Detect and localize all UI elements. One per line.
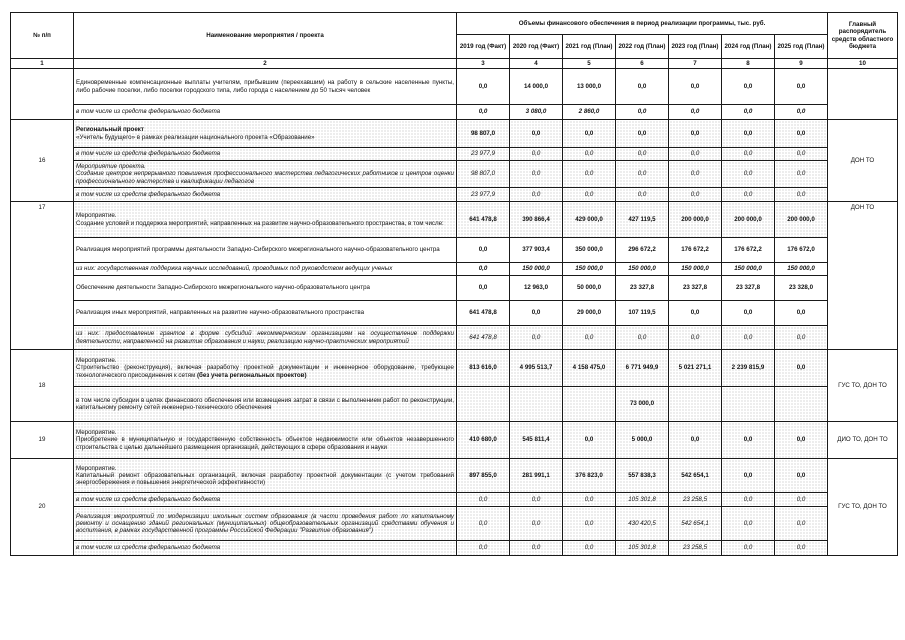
value-cell: 5 021 271,1 [669, 350, 722, 387]
header-year: 2021 год (План) [563, 35, 616, 59]
value-cell: 23 327,8 [722, 276, 775, 301]
value-cell: 5 000,0 [616, 422, 669, 459]
manager-cell: ДОН ТО [828, 202, 898, 350]
value-cell: 0,0 [457, 541, 510, 556]
value-cell: 542 654,1 [669, 459, 722, 493]
value-cell: 0,0 [669, 161, 722, 188]
value-cell: 0,0 [510, 120, 563, 148]
value-cell: 0,0 [510, 541, 563, 556]
value-cell: 0,0 [616, 148, 669, 161]
table-row [11, 541, 898, 556]
manager-cell: ГУС ТО, ДОН ТО [828, 350, 898, 422]
value-cell: 23 258,5 [669, 493, 722, 507]
value-cell: 0,0 [457, 507, 510, 541]
activity-name [74, 202, 457, 238]
value-cell: 0,0 [563, 161, 616, 188]
value-cell: 0,0 [510, 301, 563, 326]
header-year: 2019 год (Факт) [457, 35, 510, 59]
value-cell: 13 000,0 [563, 69, 616, 105]
value-cell: 50 000,0 [563, 276, 616, 301]
value-cell: 0,0 [669, 69, 722, 105]
value-cell: 0,0 [775, 493, 828, 507]
column-number: 10 [828, 59, 898, 69]
value-cell: 0,0 [775, 105, 828, 120]
value-cell: 0,0 [616, 120, 669, 148]
activity-text: в том числе субсидии в целях финансового обеспечения или возмещения затрат в связи с выполнением работ по реконструкции, капитальному ремонту сетей инженерно-технического обеспечения [76, 396, 454, 411]
header-no: № п/п [11, 13, 74, 59]
value-cell: 0,0 [510, 326, 563, 350]
value-cell: 410 680,0 [457, 422, 510, 459]
activity-text: из них: предоставление грантов в форме субсидий некоммерческим организациям на осуществление поддержки деятельности, направленной на развитие образования и науки, реализацию научно-практических мероприятий [76, 330, 454, 345]
value-cell: 0,0 [775, 161, 828, 188]
header-year: 2022 год (План) [616, 35, 669, 59]
header-year: 2024 год (План) [722, 35, 775, 59]
activity-name [74, 188, 457, 202]
table-row [11, 188, 898, 202]
column-number: 2 [74, 59, 457, 69]
value-cell: 107 119,5 [616, 301, 669, 326]
value-cell: 0,0 [510, 148, 563, 161]
value-cell: 641 478,8 [457, 202, 510, 238]
value-cell: 0,0 [669, 188, 722, 202]
table-row [11, 422, 898, 459]
header-year: 2023 год (План) [669, 35, 722, 59]
column-number: 7 [669, 59, 722, 69]
table-row [11, 202, 898, 238]
value-cell: 0,0 [616, 188, 669, 202]
value-cell: 813 616,0 [457, 350, 510, 387]
value-cell: 0,0 [457, 276, 510, 301]
value-cell: 0,0 [722, 105, 775, 120]
value-cell: 0,0 [669, 120, 722, 148]
activity-text: в том числе из средств федерального бюджета [76, 495, 221, 503]
value-cell: 0,0 [775, 188, 828, 202]
table-row [11, 350, 898, 387]
table-row [11, 105, 898, 120]
manager-cell: ДИО ТО, ДОН ТО [828, 422, 898, 459]
value-cell: 0,0 [722, 69, 775, 105]
value-cell: 3 080,0 [510, 105, 563, 120]
value-cell: 0,0 [775, 69, 828, 105]
value-cell: 150 000,0 [510, 263, 563, 276]
row-number: 19 [11, 422, 74, 459]
value-cell [722, 387, 775, 422]
value-cell: 2 239 815,9 [722, 350, 775, 387]
activity-name [74, 301, 457, 326]
table-row [11, 493, 898, 507]
table-row [11, 161, 898, 188]
value-cell: 23 977,9 [457, 148, 510, 161]
activity-name [74, 350, 457, 387]
activity-text: Создание центров непрерывного повышения профессионального мастерства педагогических работников и центров оценки профессионального мастерства и квалификации педагогов [76, 170, 454, 185]
value-cell: 0,0 [722, 459, 775, 493]
activity-text: в том числе из средств федерального бюджета [76, 190, 221, 198]
value-cell: 0,0 [510, 507, 563, 541]
value-cell: 14 000,0 [510, 69, 563, 105]
activity-text: Реализация иных мероприятий, направленных на развитие научно-образовательного пространства [76, 309, 365, 317]
row-number: 18 [11, 350, 74, 422]
row-number: 17 [11, 202, 74, 350]
activity-title: Региональный проект [76, 126, 144, 134]
activity-name [74, 387, 457, 422]
value-cell: 0,0 [457, 493, 510, 507]
activity-name [74, 69, 457, 105]
manager-cell: ДОН ТО [828, 120, 898, 202]
value-cell: 377 903,4 [510, 238, 563, 263]
value-cell: 0,0 [457, 238, 510, 263]
value-cell: 0,0 [775, 148, 828, 161]
activity-name [74, 493, 457, 507]
value-cell: 150 000,0 [616, 263, 669, 276]
value-cell: 2 860,0 [563, 105, 616, 120]
value-cell: 0,0 [722, 148, 775, 161]
table-row [11, 301, 898, 326]
column-number: 3 [457, 59, 510, 69]
row-number: 16 [11, 120, 74, 202]
value-cell: 0,0 [510, 188, 563, 202]
activity-text: Капитальный ремонт образовательных организаций, включая разработку проектной документации (с учетом требований энергосбережения и повышения энергетической эффективности) [76, 471, 454, 487]
table-row [11, 148, 898, 161]
activity-text: Приобретение в муниципальную и государственную собственность объектов недвижимости или объектов незавершенного строительства с целью дальнейшего размещения организаций, действующих в сфере образования и науки [76, 436, 454, 451]
activity-name [74, 105, 457, 120]
value-cell: 0,0 [563, 541, 616, 556]
value-cell: 296 672,2 [616, 238, 669, 263]
value-cell: 176 672,2 [722, 238, 775, 263]
table-row [11, 238, 898, 263]
value-cell: 0,0 [722, 326, 775, 350]
value-cell: 0,0 [669, 422, 722, 459]
table-row [11, 459, 898, 493]
value-cell: 897 855,0 [457, 459, 510, 493]
row-number: 20 [11, 459, 74, 556]
column-number-row [11, 59, 898, 69]
value-cell: 176 672,2 [669, 238, 722, 263]
activity-title: Мероприятие проекта. [76, 163, 146, 171]
table-row [11, 387, 898, 422]
value-cell: 0,0 [563, 188, 616, 202]
header-manager: Главный распорядитель средств областного бюджета [828, 13, 898, 59]
value-cell: 430 420,5 [616, 507, 669, 541]
value-cell: 23 327,8 [669, 276, 722, 301]
header-name: Наименование мероприятия / проекта [74, 13, 457, 59]
value-cell: 0,0 [563, 422, 616, 459]
value-cell: 557 838,3 [616, 459, 669, 493]
activity-name [74, 161, 457, 188]
value-cell: 0,0 [669, 301, 722, 326]
row-number [11, 69, 74, 120]
column-number: 8 [722, 59, 775, 69]
column-number: 4 [510, 59, 563, 69]
value-cell: 4 995 513,7 [510, 350, 563, 387]
header-year: 2025 год (План) [775, 35, 828, 59]
value-cell [669, 387, 722, 422]
value-cell: 376 823,0 [563, 459, 616, 493]
manager-cell [828, 69, 898, 120]
value-cell [457, 387, 510, 422]
value-cell: 73 000,0 [616, 387, 669, 422]
column-number: 6 [616, 59, 669, 69]
financing-table [10, 12, 898, 556]
column-number: 9 [775, 59, 828, 69]
value-cell: 150 000,0 [775, 263, 828, 276]
value-cell: 0,0 [563, 148, 616, 161]
activity-title: Мероприятие. [76, 212, 117, 220]
header-row-1 [11, 13, 898, 35]
value-cell: 200 000,0 [669, 202, 722, 238]
activity-title: Мероприятие. [76, 429, 117, 437]
activity-name [74, 238, 457, 263]
value-cell: 0,0 [775, 350, 828, 387]
value-cell: 0,0 [669, 326, 722, 350]
activity-text: Обеспечение деятельности Западно-Сибирского межрегионального научно-образовательного центра [76, 284, 370, 292]
value-cell: 0,0 [722, 541, 775, 556]
value-cell: 0,0 [563, 507, 616, 541]
value-cell: 0,0 [457, 263, 510, 276]
activity-text: Строительство (реконструкция), включая разработку проектной документации и инженерное оборудование, требующее технологического присоединения к сетям [76, 364, 454, 379]
activity-text: в том числе из средств федерального бюджета [76, 544, 221, 552]
value-cell: 23 977,9 [457, 188, 510, 202]
value-cell: 0,0 [616, 161, 669, 188]
value-cell: 641 478,8 [457, 301, 510, 326]
value-cell: 0,0 [722, 161, 775, 188]
value-cell: 150 000,0 [722, 263, 775, 276]
value-cell: 150 000,0 [563, 263, 616, 276]
value-cell [510, 387, 563, 422]
activity-name [74, 263, 457, 276]
activity-name [74, 120, 457, 148]
value-cell [563, 387, 616, 422]
header-volumes: Объемы финансового обеспечения в период реализации программы, тыс. руб. [457, 13, 828, 35]
value-cell: 12 963,0 [510, 276, 563, 301]
value-cell: 0,0 [722, 422, 775, 459]
value-cell: 0,0 [457, 69, 510, 105]
value-cell: 6 771 949,9 [616, 350, 669, 387]
value-cell: 0,0 [457, 105, 510, 120]
table-row [11, 120, 898, 148]
value-cell: 105 301,8 [616, 541, 669, 556]
value-cell: 23 327,8 [616, 276, 669, 301]
value-cell: 0,0 [775, 120, 828, 148]
value-cell: 200 000,0 [775, 202, 828, 238]
manager-cell: ГУС ТО, ДОН ТО [828, 459, 898, 556]
activity-title: Мероприятие. [76, 464, 117, 472]
activity-text: в том числе из средств федерального бюджета [76, 150, 221, 158]
activity-text: Реализация мероприятий по модернизации школьных систем образования (в части проведения работ по капитальному ремонту и оснащению зданий региональных (муниципальных) общеобразовательных организаций средствами обучения и воспитания, в рамках государственной программы Российской Федерации "Развитие образования") [76, 512, 454, 535]
value-cell: 0,0 [510, 161, 563, 188]
header-year: 2020 год (Факт) [510, 35, 563, 59]
value-cell: 427 119,5 [616, 202, 669, 238]
activity-text: Единовременные компенсационные выплаты учителям, прибывшим (переехавшим) на работу в сельские населенные пункты, либо рабочие поселки, либо поселки городского типа, либо города с населением до 50 тысяч человек [76, 79, 454, 94]
value-cell: 0,0 [722, 493, 775, 507]
value-cell: 0,0 [775, 301, 828, 326]
value-cell: 0,0 [669, 105, 722, 120]
activity-text: Реализация мероприятий программы деятельности Западно-Сибирского межрегионального научно-образовательного центра [76, 246, 440, 254]
value-cell: 350 000,0 [563, 238, 616, 263]
value-cell: 150 000,0 [669, 263, 722, 276]
value-cell: 0,0 [563, 120, 616, 148]
value-cell: 4 158 475,0 [563, 350, 616, 387]
table-row [11, 326, 898, 350]
value-cell: 0,0 [775, 541, 828, 556]
value-cell: 641 478,8 [457, 326, 510, 350]
value-cell: 281 991,1 [510, 459, 563, 493]
value-cell: 0,0 [510, 493, 563, 507]
value-cell: 0,0 [775, 507, 828, 541]
value-cell: 0,0 [775, 326, 828, 350]
activity-text: Создание условий и поддержка мероприятий, направленных на развитие научно-образовательного пространства, в том числе: [76, 219, 444, 227]
value-cell: 390 866,4 [510, 202, 563, 238]
table-row [11, 507, 898, 541]
value-cell: 545 811,4 [510, 422, 563, 459]
value-cell: 0,0 [775, 422, 828, 459]
activity-name [74, 148, 457, 161]
activity-name [74, 326, 457, 350]
activity-name [74, 422, 457, 459]
value-cell: 29 000,0 [563, 301, 616, 326]
column-number: 5 [563, 59, 616, 69]
value-cell: 200 000,0 [722, 202, 775, 238]
value-cell: 0,0 [616, 69, 669, 105]
activity-name [74, 459, 457, 493]
value-cell: 0,0 [616, 326, 669, 350]
value-cell: 0,0 [775, 459, 828, 493]
activity-title: Мероприятие. [76, 357, 117, 365]
activity-name [74, 507, 457, 541]
table-row [11, 276, 898, 301]
column-number: 1 [11, 59, 74, 69]
activity-text: в том числе из средств федерального бюджета [76, 108, 221, 116]
activity-name [74, 276, 457, 301]
value-cell: 0,0 [563, 493, 616, 507]
activity-text: из них: государственная поддержка научных исследований, проводимых под руководством ведущих ученых [76, 265, 393, 273]
table-row [11, 69, 898, 105]
value-cell: 98 807,0 [457, 161, 510, 188]
activity-name [74, 541, 457, 556]
value-cell: 0,0 [722, 301, 775, 326]
value-cell: 0,0 [722, 120, 775, 148]
value-cell: 105 301,8 [616, 493, 669, 507]
value-cell: 0,0 [563, 326, 616, 350]
value-cell: 0,0 [669, 148, 722, 161]
value-cell: 23 258,5 [669, 541, 722, 556]
value-cell: 23 328,0 [775, 276, 828, 301]
value-cell: 0,0 [722, 188, 775, 202]
value-cell: 542 654,1 [669, 507, 722, 541]
value-cell [775, 387, 828, 422]
value-cell: 0,0 [722, 507, 775, 541]
activity-note: (без учета региональных проектов) [196, 371, 307, 379]
value-cell: 176 672,0 [775, 238, 828, 263]
table-row [11, 263, 898, 276]
activity-text: «Учитель будущего» в рамках реализации национального проекта «Образование» [76, 133, 315, 141]
value-cell: 0,0 [616, 105, 669, 120]
value-cell: 98 807,0 [457, 120, 510, 148]
value-cell: 429 000,0 [563, 202, 616, 238]
